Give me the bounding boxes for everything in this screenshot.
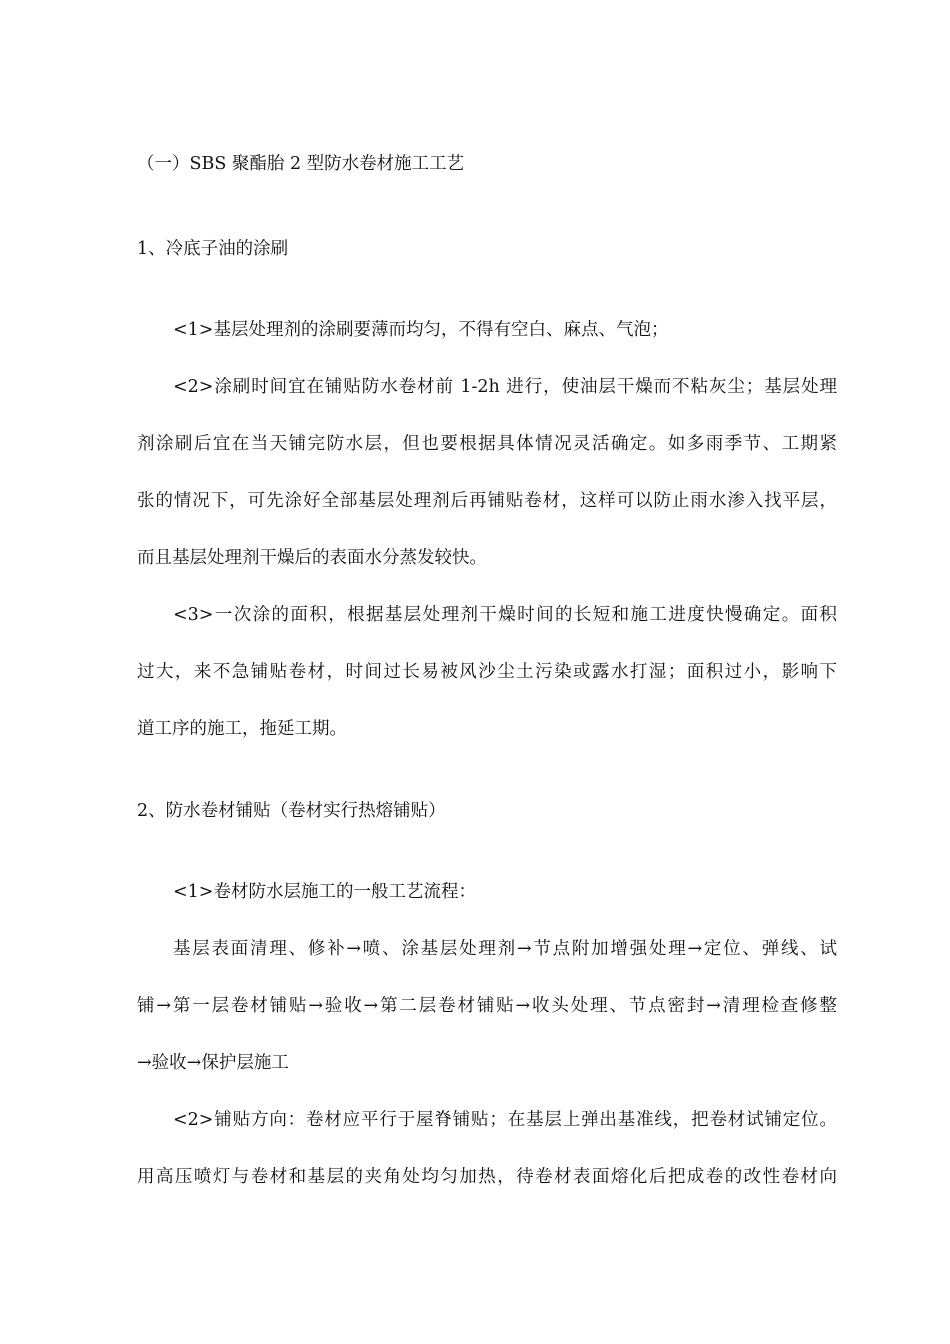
paragraph-line: 剂涂刷后宜在当天铺完防水层，但也要根据具体情况灵活确定。如多雨季节、工期紧 — [137, 434, 837, 454]
paragraph-line: 而且基层处理剂干燥后的表面水分蒸发较快。 — [137, 548, 487, 568]
paragraph-line: 铺→第一层卷材铺贴→验收→第二层卷材铺贴→收头处理、节点密封→清理检查修整 — [137, 996, 837, 1016]
section-title: （一）SBS 聚酯胎 2 型防水卷材施工工艺 — [137, 154, 465, 174]
paragraph-line: 基层表面清理、修补→喷、涂基层处理剂→节点附加增强处理→定位、弹线、试 — [173, 939, 837, 959]
paragraph-line: 过大，来不急铺贴卷材，时间过长易被风沙尘土污染或露水打湿；面积过小，影响下 — [137, 662, 837, 682]
paragraph-line: →验收→保护层施工 — [137, 1053, 289, 1073]
heading-cold-primer: 1、冷底子油的涂刷 — [137, 239, 289, 259]
heading-membrane-laying: 2、防水卷材铺贴（卷材实行热熔铺贴） — [137, 801, 446, 821]
paragraph-line: <2>涂刷时间宜在铺贴防水卷材前 1-2h 进行，使油层干燥而不粘灰尘；基层处理 — [173, 377, 837, 397]
paragraph-line: 用高压喷灯与卷材和基层的夹角处均匀加热，待卷材表面熔化后把成卷的改性卷材向 — [137, 1167, 837, 1187]
paragraph-line: <3>一次涂的面积，根据基层处理剂干燥时间的长短和施工进度快慢确定。面积 — [173, 605, 837, 625]
paragraph-line: 张的情况下，可先涂好全部基层处理剂后再铺贴卷材，这样可以防止雨水渗入找平层， — [137, 491, 837, 511]
paragraph-item-1-1: <1>基层处理剂的涂刷要薄而均匀，不得有空白、麻点、气泡； — [173, 320, 669, 340]
paragraph-line: <2>铺贴方向：卷材应平行于屋脊铺贴；在基层上弹出基准线，把卷材试铺定位。 — [173, 1110, 837, 1130]
paragraph-line: 道工序的施工，拖延工期。 — [137, 719, 347, 739]
paragraph-item-2-1: <1>卷材防水层施工的一般工艺流程： — [173, 882, 476, 902]
